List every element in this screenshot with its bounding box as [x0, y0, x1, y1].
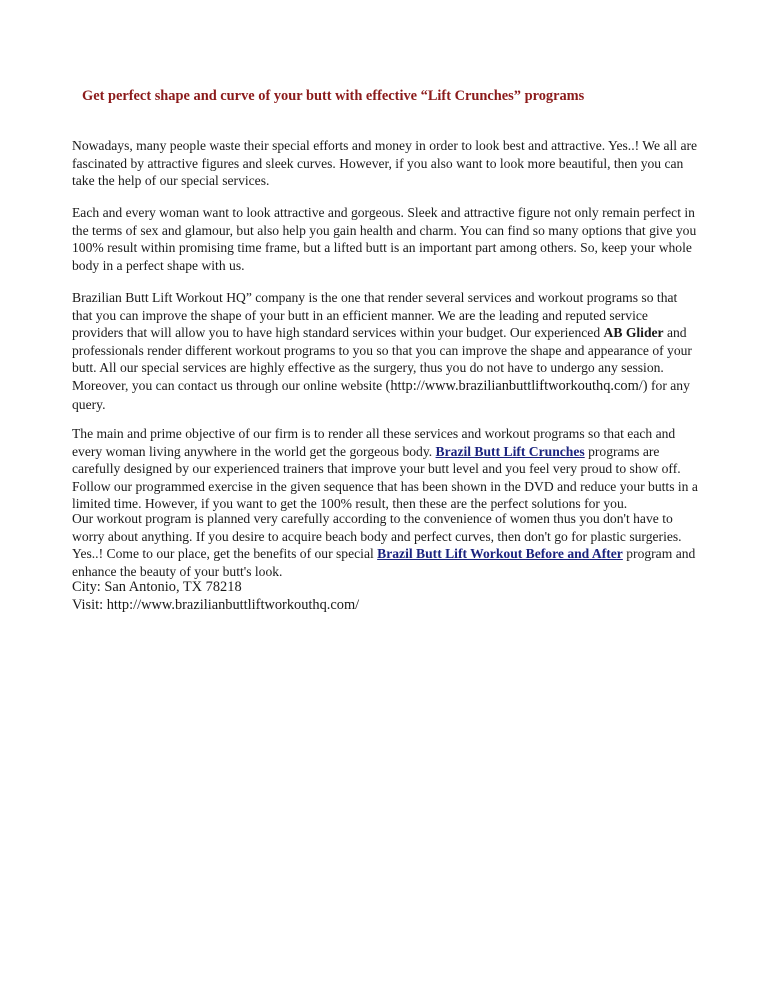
brazil-butt-lift-crunches-link[interactable]: Brazil Butt Lift Crunches: [435, 443, 585, 459]
document-title: Get perfect shape and curve of your butt with effective “Lift Crunches” programs: [82, 88, 585, 104]
ab-glider-bold: AB Glider: [603, 325, 664, 341]
paragraph-workout-text-2: program and enhance the beauty of your butt's look.: [72, 546, 696, 579]
website-url-text: (http://www.brazilianbuttliftworkouthq.com/): [385, 377, 648, 394]
city-line: City: San Antonio, TX 78218: [72, 579, 242, 595]
paragraph-company-text-2: and professionals render different workout programs to you so that you can improve the shape and appearance of your butt. All our special services are highly effective as the surgery, thus you do not have to undergo any session. Moreover, you can contact us through our online website: [72, 325, 692, 393]
document-page: [72, 86, 700, 613]
paragraph-company: [72, 289, 700, 413]
paragraph-workout: [72, 510, 700, 580]
paragraph-workout-text-1: Our workout program is planned very carefully according to the convenience of women thus you don't have to worry about anything. If you desire to acquire beach body and perfect curves, then don't go for plastic surgeries. Yes..! Come to our place, get the benefits of our special: [72, 511, 682, 562]
paragraph-attractive: Each and every woman want to look attractive and gorgeous. Sleek and attractive figure not only remain perfect in the terms of sex and glamour, but also help you gain health and charm. You can find so many options that give you 100% result within promising time frame, but a lifted butt is an important part among others. So, keep your whole body in a perfect shape with us.: [72, 205, 697, 273]
paragraph-company-text-3: for any query.: [72, 377, 690, 412]
paragraph-objective: [72, 425, 700, 513]
before-and-after-link[interactable]: Brazil Butt Lift Workout Before and After: [377, 546, 623, 562]
visit-line: Visit: http://www.brazilianbuttliftworkouthq.com/: [72, 597, 360, 613]
paragraph-company-text-1: Brazilian Butt Lift Workout HQ” company is the one that render several services and workout programs so that that you can improve the shape of your butt in an efficient manner. We are the leading and reputed service providers that will allow you to have high standard services within your budget. Our experienced: [72, 290, 678, 341]
paragraph-objective-text-2: programs are carefully designed by our experienced trainers that improve your butt level and you feel very proud to show off. Follow our programmed exercise in the given sequence that has been shown in the DVD and reduce your butts in a limited time. However, if you want to get the 100% result, then these are the perfect solutions for you.: [72, 443, 698, 512]
paragraph-intro: Nowadays, many people waste their special efforts and money in order to look best and attractive. Yes..! We all are fascinated by attractive figures and sleek curves. However, if you also want to look more beautiful, then you can take the help of our special services.: [72, 138, 698, 189]
paragraph-objective-text-1: The main and prime objective of our firm is to render all these services and workout programs so that each and every woman living anywhere in the world get the gorgeous body.: [72, 426, 676, 459]
contact-footer: [72, 578, 359, 614]
